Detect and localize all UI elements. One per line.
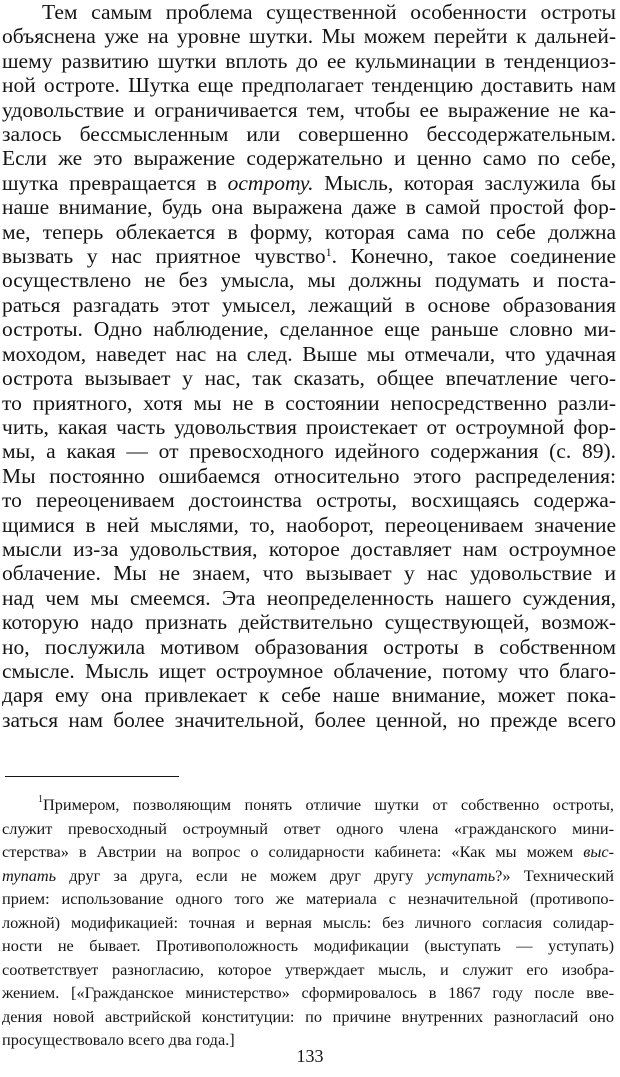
body-line: Тем самым проблема существенной особенности остроты (42, 0, 616, 24)
body-line: удовольствие и ограничивается тем, чтобы ее выражение не ка- (2, 97, 616, 122)
footnote-line: жением. [«Гражданское министерство» сформировалось в 1867 году после вве- (2, 983, 614, 1002)
italic-word: выс- (583, 842, 614, 861)
footnote-divider (5, 776, 179, 777)
body-line: ме, теперь облекается в форму, которая сама по себе должна (2, 219, 616, 244)
footnote-line: ложной) модификацией: точная и верная мысль: без личного согласия солидар- (2, 912, 614, 932)
footnote-line (2, 864, 614, 888)
body-line: ной остроте. Шутка еще предполагает тенденцию доставить нам (2, 73, 616, 98)
body-line: то приятного, хотя мы не в состоянии непосредственно разли- (2, 390, 616, 415)
footnote-number: 1 (38, 794, 43, 805)
footnote-line (2, 793, 614, 817)
body-line: над чем мы смеемся. Эта неопределенность нашего суждения, (2, 585, 616, 610)
body-line-part: вызвать у нас приятное чувство (2, 244, 326, 269)
main-text (2, 0, 616, 732)
footnote-line: ности не бывает. Противоположность модификации (выступать — уступать) (2, 936, 614, 955)
body-line-part: шутка превращается в (2, 170, 228, 195)
body-line: острота вызывает у нас, так сказать, общее впечатление чего- (2, 366, 616, 391)
body-line: раться разгадать этот умысел, лежащий в основе образования (2, 292, 616, 317)
body-line: мысли из-за удовольствия, которое доставляет нам остроумное (2, 536, 616, 561)
footnote-line: просуществовало всего два года.] (2, 1030, 235, 1049)
body-line: которую надо признать действительно существующей, возмож- (2, 610, 616, 635)
footnote-line: служит превосходный остроумный ответ одного члена «гражданского мини- (2, 818, 614, 838)
body-line: Мы постоянно ошибаемся относительно этого распределения: (2, 463, 616, 488)
body-line: моходом, наведет нас на след. Выше мы отмечали, что удачная (2, 341, 616, 366)
body-line: но, послужила мотивом образования остроты в собственном (2, 634, 616, 659)
body-line: Если же это выражение содержательно и ценно само по себе, (2, 146, 616, 171)
body-line: залось бессмысленным или совершенно бессодержательным. (2, 122, 616, 147)
body-line: заться нам более значительной, более ценной, но прежде всего (2, 707, 616, 732)
footnote-line (2, 840, 614, 864)
body-line: мы, а какая — от превосходного идейного содержания (с. 89). (2, 439, 616, 464)
footnote-marker: 1 (325, 245, 332, 260)
body-line: смысле. Мысль ищет остроумное облачение, потому что благо- (2, 658, 616, 683)
body-line: шему развитию шутки вплоть до ее кульминации в тенденциоз- (2, 48, 616, 73)
page-number: 133 (296, 1046, 324, 1066)
footnote-line-part: друг за друга, если не можем друг другу (56, 865, 427, 885)
body-line (2, 171, 616, 195)
footnote-line-part: ?» Технический (495, 865, 614, 885)
body-line: облачение. Мы не знаем, что вызывает у нас удовольствие и (2, 561, 616, 586)
footnote-line-part: стерства» в Австрии на вопрос о солидарности кабинета: «Как мы можем (2, 842, 584, 861)
body-line: объяснена уже на уровне шутки. Мы можем перейти к дальней- (2, 24, 616, 49)
body-line-part: Мысль, которая заслужила бы (313, 170, 616, 195)
footnote-line-part: Примером, позволяющим понять отличие шутки от собственно остроты, (43, 795, 614, 814)
body-line-part: . Конечно, такое соединение (331, 244, 616, 269)
body-line: то переоцениваем достоинства остроты, восхищаясь содержа- (2, 488, 616, 513)
body-line (2, 244, 616, 268)
footnotes (2, 793, 614, 1052)
body-line: даря ему она привлекает к себе наше внимание, может пока- (2, 683, 616, 708)
footnote-line: прием: использование одного того же материала с незначительной (противопо- (2, 889, 614, 908)
footnote-line: соответствует разногласию, которое утверждает мысль, и служит его изобра- (2, 959, 614, 979)
italic-word: уступать (426, 865, 496, 885)
body-line: чить, какая часть удовольствия проистекает от остроумной фор- (2, 414, 616, 439)
body-line: остроты. Одно наблюдение, сделанное еще раньше словно ми- (2, 317, 616, 342)
footnote-line: дения новой австрийской конституции: по причине внутренних разногласий оно (2, 1006, 614, 1026)
body-line: наше внимание, будь она выражена даже в самой простой фор- (2, 195, 616, 220)
italic-term: остроту. (227, 170, 314, 195)
body-line: щимися в ней мыслями, то, наоборот, переоцениваем значение (2, 512, 616, 537)
body-line: осуществлено не без умысла, мы должны подумать и поста- (2, 268, 616, 293)
italic-word: тупать (2, 865, 57, 885)
